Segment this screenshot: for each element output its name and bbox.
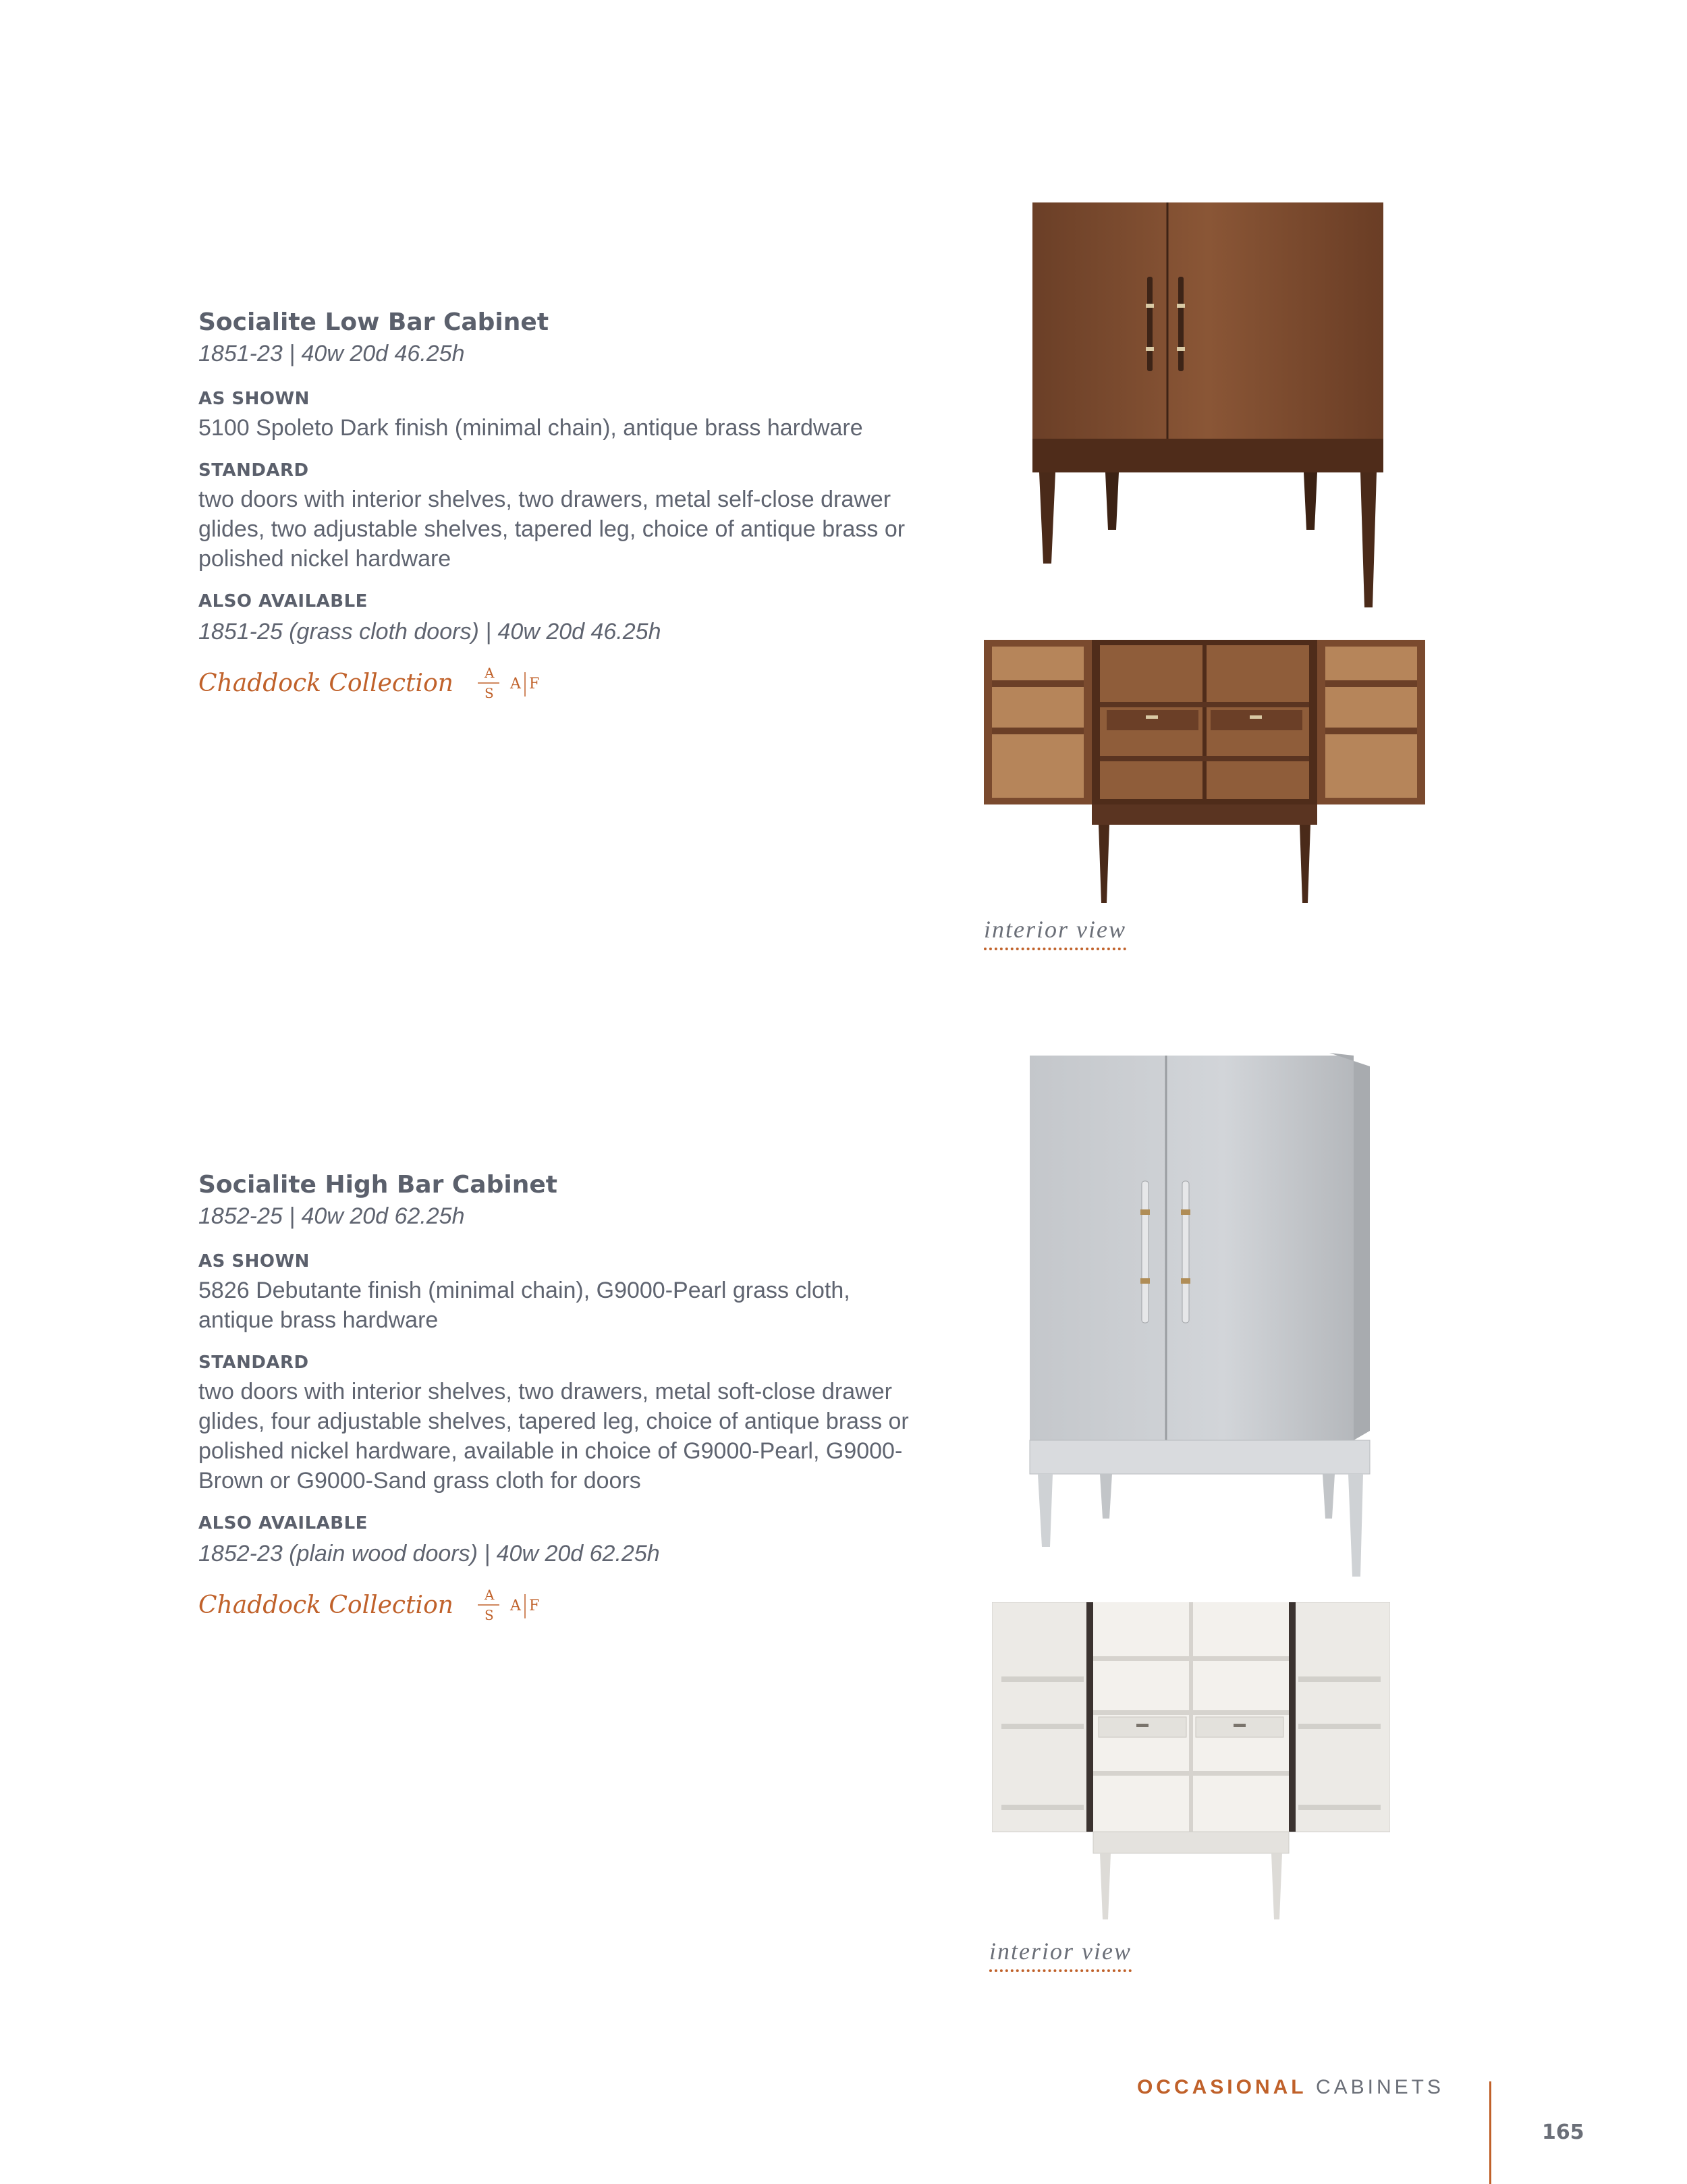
collection-name: Chaddock Collection [198, 669, 453, 697]
collection-logo-icon [472, 663, 553, 703]
also-available-label: ALSO AVAILABLE [198, 1513, 368, 1533]
product-low-bar-cabinet [198, 308, 914, 703]
logo-letter-top: A [484, 1587, 495, 1603]
logo-letter-top: A [484, 665, 495, 681]
collection-row [198, 1585, 914, 1625]
also-available-text: 1851-25 (grass cloth doors) | 40w 20d 46.25h [198, 619, 661, 645]
also-available-text: 1852-23 (plain wood doors) | 40w 20d 62.25h [198, 1541, 660, 1566]
collection-logo-icon [472, 1585, 553, 1625]
low-cabinet-closed-photo [1026, 202, 1390, 607]
footer-category-name: CABINETS [1315, 2076, 1444, 2098]
page-number: 165 [1542, 2121, 1584, 2144]
logo-letter-a: A [509, 1598, 521, 1614]
footer-divider [1489, 2081, 1491, 2184]
interior-view-caption: interior view [984, 915, 1126, 950]
as-shown-text: 5100 Spoleto Dark finish (minimal chain), antique brass hardware [198, 415, 863, 441]
product-sku: 1851-23 | 40w 20d 46.25h [198, 341, 465, 366]
logo-letter-a: A [509, 676, 521, 692]
as-shown-label: AS SHOWN [198, 389, 310, 409]
product-sku: 1852-25 | 40w 20d 62.25h [198, 1203, 465, 1229]
also-available-label: ALSO AVAILABLE [198, 591, 368, 611]
standard-text: two doors with interior shelves, two drawers, metal self-close drawer glides, two adjustable shelves, tapered leg, choice of antique brass or polished nickel hardware [198, 487, 906, 572]
logo-letter-f: F [528, 676, 540, 692]
logo-letter-bottom: S [484, 1607, 494, 1623]
product-title: Socialite High Bar Cabinet [198, 1171, 557, 1199]
as-shown-label: AS SHOWN [198, 1251, 310, 1272]
standard-text: two doors with interior shelves, two drawers, metal soft-close drawer glides, four adjustable shelves, tapered leg, choice of antique brass or polished nickel hardware, available in choice of G9000-Pearl, G9000-Brown or G9000-Sand grass cloth for doors [198, 1379, 909, 1494]
high-cabinet-interior-photo [992, 1602, 1390, 1919]
high-cabinet-closed-photo [1026, 1053, 1377, 1579]
logo-letter-f: F [528, 1598, 540, 1614]
product-title: Socialite Low Bar Cabinet [198, 308, 549, 336]
as-shown-text: 5826 Debutante finish (minimal chain), G9000-Pearl grass cloth, antique brass hardware [198, 1278, 850, 1333]
collection-name: Chaddock Collection [198, 1591, 453, 1619]
interior-view-caption: interior view [989, 1937, 1132, 1972]
standard-label: STANDARD [198, 1353, 309, 1373]
standard-label: STANDARD [198, 460, 309, 481]
footer-category [1137, 2076, 1444, 2099]
footer-category-accent: OCCASIONAL [1136, 2076, 1307, 2098]
collection-row [198, 663, 914, 703]
logo-letter-bottom: S [484, 685, 494, 701]
product-high-bar-cabinet [198, 1170, 914, 1625]
low-cabinet-interior-photo [984, 640, 1425, 903]
